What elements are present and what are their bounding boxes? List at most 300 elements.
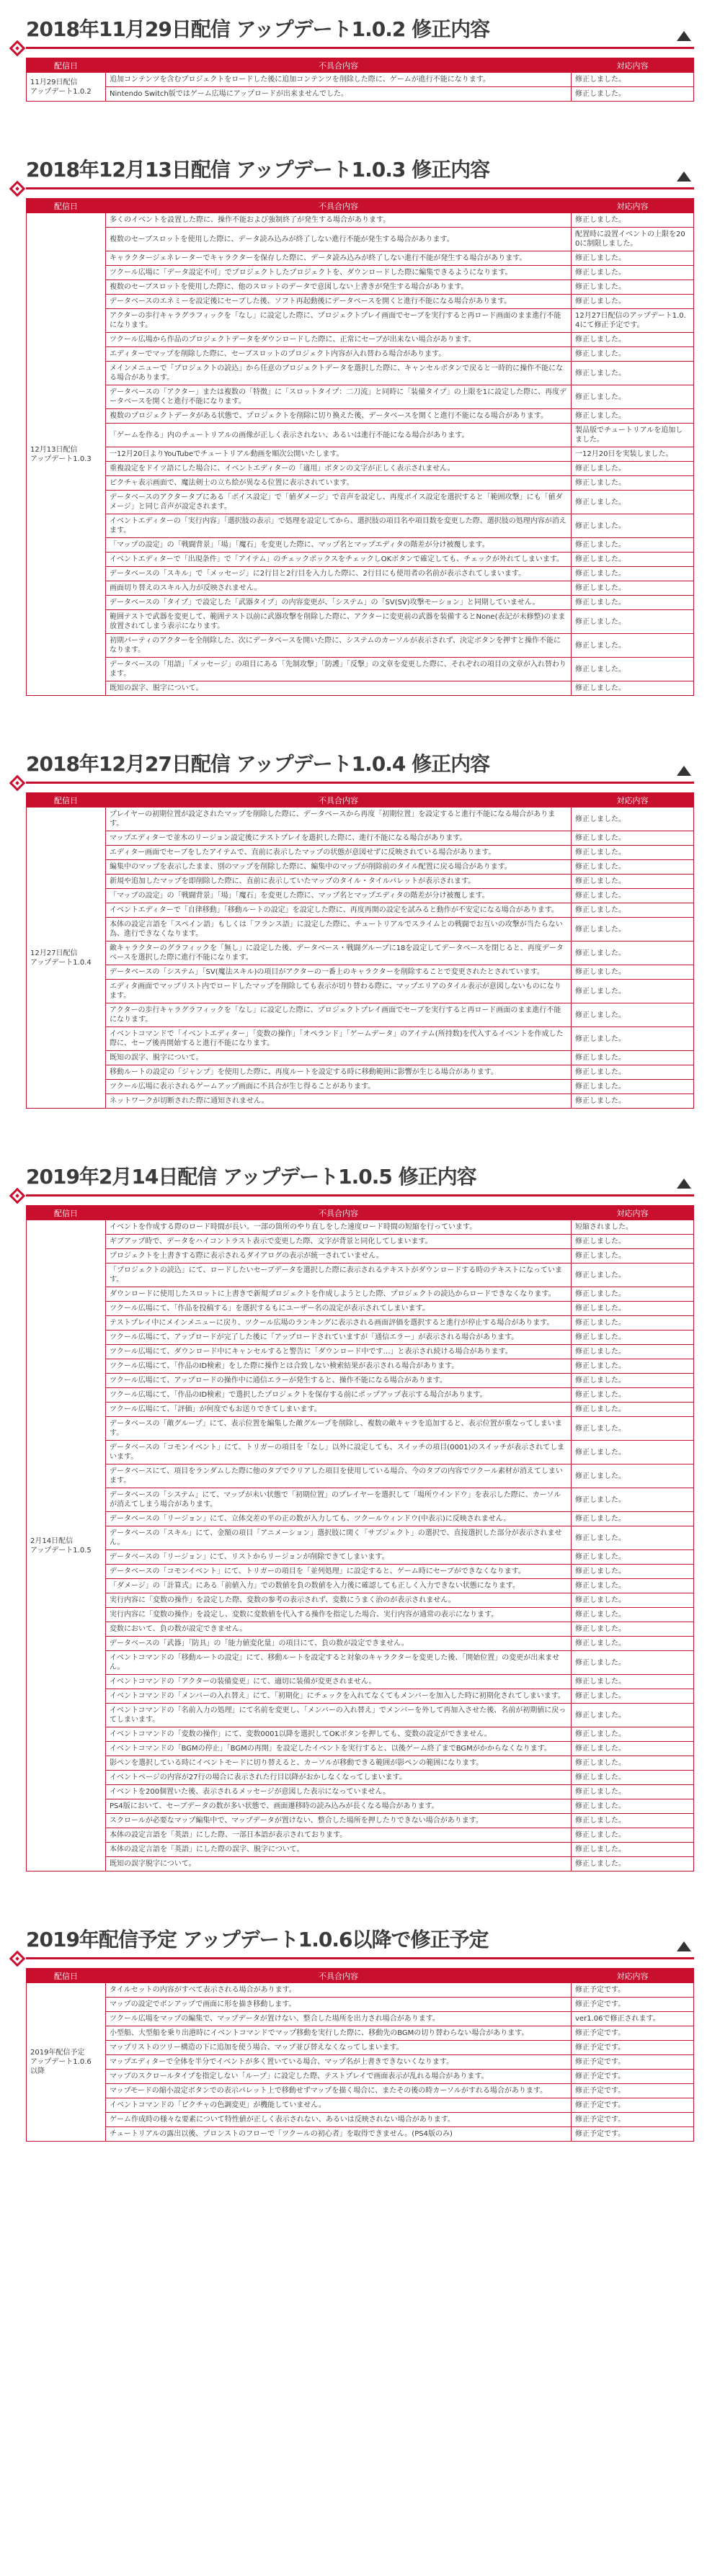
issue-cell: イベントページの内容が27行の場合に表示された行目以降がおかしなくなってしまいます。 [106, 1771, 572, 1785]
table-row [27, 1550, 694, 1565]
issue-cell: ツクール広場にて、アップロードが完了した後に「アップロードされていますが「通信エラー」が表示される場合があります。 [106, 1331, 572, 1345]
diamond-marker-icon [9, 1951, 26, 1967]
table-row [27, 1704, 694, 1727]
table-row [27, 1512, 694, 1526]
issue-cell: データベースの「システム」にて、マップが未い状態で「初期位置」のプレイヤーを選択して「場所ウインドウ」を表示した際に、カーソルが消えてしまう場合があります。 [106, 1488, 572, 1512]
issue-cell: ツクール広場に表示されるゲームアップ画面に不具合が生じ得ることがあります。 [106, 1080, 572, 1094]
response-cell: 修正しました。 [572, 1080, 694, 1094]
issue-cell: 多くのイベントを設置した際に、操作不能および強制終了が発生する場合があります。 [106, 213, 572, 228]
issue-cell: マップエディターで並木のリージョン設定後にテストプレイを選択した際に、進行不能になる場合があります。 [106, 831, 572, 846]
response-cell: 修正しました。 [572, 875, 694, 889]
issue-cell: データベースにて、項目をランダムした際に他のタブでクリアした項目を使用している場合、今のタブの内容でツクール素材が消えてしまいます。 [106, 1464, 572, 1488]
table-row [27, 1235, 694, 1249]
response-cell: 修正しました。 [572, 610, 694, 634]
response-cell: 修正しました。 [572, 1331, 694, 1345]
response-cell: 修正しました。 [572, 1441, 694, 1464]
issue-cell: ピクチャ表示画面で、魔法剣士の立ち絵が異なる位置に表示されています。 [106, 476, 572, 491]
table-row [27, 1651, 694, 1675]
collapse-toggle-icon[interactable] [677, 1179, 691, 1189]
table-row [27, 2084, 694, 2098]
response-cell: 修正しました。 [572, 980, 694, 1003]
fix-table [26, 58, 694, 102]
table-row [27, 228, 694, 251]
response-cell: 修正しました。 [572, 333, 694, 347]
table-row [27, 1094, 694, 1109]
issue-cell: データベースの「コモンイベント」にて、トリガーの項目を「なし」以外に設定しても、スイッチの項目(0001)のスイッチが表示されてしまいます。 [106, 1441, 572, 1464]
issue-cell: アクターの歩行キャラグラフィックを「なし」に設定した際に、プロジェクトプレイ画面でセーブを実行すると再ロード画面のまま進行不能になります。 [106, 309, 572, 333]
table-row [27, 1302, 694, 1316]
response-cell: 修正しました。 [572, 1417, 694, 1441]
table-row [27, 538, 694, 553]
table-row [27, 266, 694, 280]
table-row [27, 860, 694, 875]
issue-cell: ツクール広場に「データ設定不可」でプロジェクトしたプロジェクトを、ダウンロードした際に編集できるようになります。 [106, 266, 572, 280]
section-title: 2018年11月29日配信 アップデート1.0.2 修正内容 [26, 17, 490, 41]
issue-cell: 一12月20日よりYouTubeでチュートリアル動画を順次公開いたします。 [106, 447, 572, 462]
table-row [27, 2098, 694, 2113]
issue-cell: ギブアップ時で、データをハイコントラスト表示で変更した際、文字が背景と同化してしまいます。 [106, 1235, 572, 1249]
table-row [27, 1331, 694, 1345]
fix-table [26, 1968, 694, 2142]
table-row [27, 1464, 694, 1488]
table-row [27, 903, 694, 918]
section-header [26, 158, 694, 189]
table-row [27, 2055, 694, 2070]
table-row [27, 1579, 694, 1593]
table-row [27, 447, 694, 462]
response-cell: 修正しました。 [572, 295, 694, 309]
issue-cell: 変数において、負の数が設定できません。 [106, 1622, 572, 1637]
table-row [27, 1345, 694, 1359]
table-row [27, 2070, 694, 2084]
table-row [27, 1785, 694, 1799]
issue-cell: データベースのエネミーを設定後にセーブした後、ソフト再起動後にデータベースを開くと進行不能になる場合があります。 [106, 295, 572, 309]
response-cell: 修正しました。 [572, 1488, 694, 1512]
response-cell: 修正しました。 [572, 1051, 694, 1065]
table-row [27, 658, 694, 681]
response-cell: 修正しました。 [572, 1565, 694, 1579]
response-cell: 修正しました。 [572, 491, 694, 514]
table-row [27, 1593, 694, 1608]
response-cell: 修正しました。 [572, 846, 694, 860]
table-header-row [27, 1206, 694, 1220]
response-cell: 修正しました。 [572, 553, 694, 567]
issue-cell: PS4版において、セーブデータの数が多い状態で、画面遷移時の読み込みが長くなる場合があります。 [106, 1799, 572, 1814]
table-header-row [27, 793, 694, 808]
table-row [27, 309, 694, 333]
response-cell: 修正しました。 [572, 889, 694, 903]
response-cell: 修正しました。 [572, 831, 694, 846]
diamond-marker-icon [9, 1188, 26, 1204]
response-cell: 修正しました。 [572, 1637, 694, 1651]
collapse-toggle-icon[interactable] [677, 171, 691, 182]
release-date-cell: 11月29日配信 アップデート1.0.2 [27, 73, 106, 102]
issue-cell: エディタ画面でマップリスト内でロードしたマップを削除しても表示が切り替わる際に、マップエリアのタイル表示が意図しないものになります。 [106, 980, 572, 1003]
response-cell: 修正しました。 [572, 251, 694, 266]
table-row [27, 1287, 694, 1302]
response-cell: 修正しました。 [572, 1302, 694, 1316]
response-cell: 修正しました。 [572, 538, 694, 553]
response-cell: 修正しました。 [572, 942, 694, 965]
table-row [27, 889, 694, 903]
issue-cell: イベントエディターで「自律移動」「移動ルートの設定」を設定した際に、再度再開の設定を試みると動作が不安定になる場合があります。 [106, 903, 572, 918]
issue-cell: イベントエディターの「実行内容」「選択肢の表示」で処理を設定してから、選択肢の項目名や項目数を変更した際、選択肢の処理内容が消えます。 [106, 514, 572, 538]
issue-cell: アクターの歩行キャラグラフィックを「なし」に設定した際に、プロジェクトプレイ画面でセーブを実行すると再ロード画面のまま進行不能になります。 [106, 1003, 572, 1027]
table-row [27, 462, 694, 476]
table-row [27, 295, 694, 309]
table-header-row [27, 58, 694, 73]
issue-cell: 小型船、大型船を乗り出港時にイベントコマンドでマップ移動を実行した際に、移動先のBGMの切り替わらない場合があります。 [106, 2026, 572, 2041]
column-header-response: 対応内容 [572, 1969, 694, 1983]
update-section [26, 158, 694, 696]
table-row [27, 514, 694, 538]
release-date-cell: 2019年配信予定 アップデート1.0.6 以降 [27, 1983, 106, 2142]
response-cell: 修正しました。 [572, 1345, 694, 1359]
response-cell: 修正しました。 [572, 918, 694, 942]
issue-cell: 既知の誤字、脱字について。 [106, 1051, 572, 1065]
table-row [27, 409, 694, 424]
table-row [27, 1675, 694, 1689]
issue-cell: マップの設定でボンアップで画面に形を描き移動します。 [106, 1998, 572, 2012]
issue-cell: 初期パーティのアクターを全削除した、次にデータベースを開いた際に、システムのカーソルが表示されず、決定ボタンを押すと操作不能になります。 [106, 634, 572, 658]
response-cell: 修正しました。 [572, 1675, 694, 1689]
table-row [27, 1359, 694, 1374]
response-cell: 修正しました。 [572, 808, 694, 831]
table-row [27, 2012, 694, 2026]
issue-cell: 画面切り替えのスキル入力が反映されません。 [106, 581, 572, 596]
response-cell: 修正しました。 [572, 1526, 694, 1550]
response-cell: 修正しました。 [572, 362, 694, 385]
response-cell: 修正しました。 [572, 1651, 694, 1675]
issue-cell: 既知の誤字、脱字について。 [106, 681, 572, 696]
issue-cell: チュートリアルの露出以後、プロンストのフローで「ツクールの初心者」を取得できません。(PS4版のみ) [106, 2127, 572, 2142]
table-row [27, 1526, 694, 1550]
response-cell: 修正しました。 [572, 1403, 694, 1417]
issue-cell: 重複設定をドイツ語にした場合に、イベントエディターの「適用」ボタンの文字が正しく表示されません。 [106, 462, 572, 476]
response-cell: 修正しました。 [572, 1771, 694, 1785]
issue-cell: データベースの「武器」「防具」の「能力値変化量」の項目にて、負の数が設定できません。 [106, 1637, 572, 1651]
section-header [26, 1928, 694, 1959]
response-cell: 修正しました。 [572, 476, 694, 491]
fix-table [26, 792, 694, 1109]
table-row [27, 1374, 694, 1388]
response-cell: 修正しました。 [572, 1235, 694, 1249]
table-row [27, 251, 694, 266]
table-header-row [27, 199, 694, 213]
response-cell: 修正予定です。 [572, 2098, 694, 2113]
table-row [27, 385, 694, 409]
collapse-toggle-icon[interactable] [677, 766, 691, 776]
issue-cell: データベースの「リージョン」にて、立体交差の平の正の数が入力しても、ツクールウィンドウ(中表示)に反映されません。 [106, 1512, 572, 1526]
response-cell: 修正しました。 [572, 1843, 694, 1857]
table-row [27, 1983, 694, 1998]
column-header-date: 配信日 [27, 58, 106, 73]
table-row [27, 1488, 694, 1512]
issue-cell: データベースの「敵グループ」にて、表示位置を編集した敵グループを削除し、複数の敵キャラを追加すると、表示位置が重なってしまいます。 [106, 1417, 572, 1441]
table-row [27, 1565, 694, 1579]
column-header-response: 対応内容 [572, 1206, 694, 1220]
response-cell: 修正しました。 [572, 567, 694, 581]
table-row [27, 1771, 694, 1785]
issue-cell: イベントコマンドの「移動ルートの設定」にて、移動ルートを設定すると対象のキャラクターを変更した後、「開始位置」の変更が出来ません。 [106, 1651, 572, 1675]
table-row [27, 491, 694, 514]
response-cell: 修正しました。 [572, 462, 694, 476]
issue-cell: データベースの「スキル」にて、金額の項目「アニメーション」選択肢に関く「サブジェクト」の選択で、直接選択した部分が表示されません。 [106, 1526, 572, 1550]
table-row [27, 1441, 694, 1464]
table-row [27, 1828, 694, 1843]
table-row [27, 2026, 694, 2041]
table-row [27, 1388, 694, 1403]
response-cell: 修正しました。 [572, 1464, 694, 1488]
table-row [27, 596, 694, 610]
table-row [27, 2113, 694, 2127]
collapse-toggle-icon[interactable] [677, 31, 691, 41]
response-cell: 修正しました。 [572, 514, 694, 538]
response-cell: 修正しました。 [572, 860, 694, 875]
table-row [27, 1417, 694, 1441]
issue-cell: イベントコマンドの「BGMの停止」「BGMの再開」を設定したイベントを実行すると、以後ゲーム終了までBGMがかからなくなります。 [106, 1742, 572, 1756]
table-header-row [27, 1969, 694, 1983]
issue-cell: 実行内容に「変数の操作」を設定し、変数に変数値を代入する操作を指定した場合、実行内容が通常の表示になります。 [106, 1608, 572, 1622]
issue-cell: データベースのアクタータブにある「ボイス設定」で「値ダメージ」で音声を設定し、再度ボイス設定を選択すると「範囲攻撃」にも「値ダメージ」と同じ音声が設定されます。 [106, 491, 572, 514]
response-cell: 製品版でチュートリアルを追加しました。 [572, 424, 694, 447]
table-row [27, 476, 694, 491]
collapse-toggle-icon[interactable] [677, 1941, 691, 1951]
section-header [26, 1165, 694, 1197]
issue-cell: ツクール広場から作品のプロジェクトデータをダウンロードした際に、正常にセーブが出来ない場合があります。 [106, 333, 572, 347]
response-cell: 修正しました。 [572, 1359, 694, 1374]
response-cell: 修正しました。 [572, 1608, 694, 1622]
response-cell: 修正しました。 [572, 596, 694, 610]
response-cell: 修正しました。 [572, 1785, 694, 1799]
response-cell: 修正しました。 [572, 1512, 694, 1526]
issue-cell: 範囲テストで武器を変更して、範囲テスト以前に武器攻撃を削除した際に、アクターに変更前の武器を装備するとNone(表記が未修整)のまま放置されてしまう表示になります。 [106, 610, 572, 634]
issue-cell: 本体の設定言語を「英語」にした際の誤字、脱字について。 [106, 1843, 572, 1857]
table-row [27, 634, 694, 658]
response-cell: 修正しました。 [572, 87, 694, 102]
response-cell: 修正しました。 [572, 1027, 694, 1051]
table-row [27, 333, 694, 347]
table-row [27, 980, 694, 1003]
response-cell: 修正しました。 [572, 581, 694, 596]
fix-table [26, 1205, 694, 1871]
issue-cell: 複数のセーブスロットを使用した際に、データ読み込みが終了しない進行不能が発生する場合があります。 [106, 228, 572, 251]
response-cell: 修正予定です。 [572, 2026, 694, 2041]
table-row [27, 942, 694, 965]
response-cell: 修正しました。 [572, 1094, 694, 1109]
issue-cell: イベントコマンドの「メンバーの入れ替え」にて、「初期化」にチェックを入れてなくてもメンバーを加入した時に初期化されてしまいます。 [106, 1689, 572, 1704]
issue-cell: マップのスクロールタイプを指定しない「ループ」に設定した際、テストプレイで画面表示が乱れる場合があります。 [106, 2070, 572, 2084]
issue-cell: 編集中のマップを表示したまま、別のマップを削除した際に、編集中のマップが削除前のタイル配置に戻る場合があります。 [106, 860, 572, 875]
table-row [27, 1220, 694, 1235]
issue-cell: ツクール広場にて、「作品のID検索」をした際に操作とは合致しない検索結果が表示される場合があります。 [106, 1359, 572, 1374]
table-row [27, 1843, 694, 1857]
table-row [27, 1637, 694, 1651]
column-header-date: 配信日 [27, 1969, 106, 1983]
response-cell: 修正しました。 [572, 658, 694, 681]
issue-cell: データベースの「アクター」または複数の「特徴」に「スロットタイプ：二刀流」と同時に「装備タイプ」の上限を1に設定した際に、再度データベースを開くと進行不能になります。 [106, 385, 572, 409]
response-cell: 修正しました。 [572, 280, 694, 295]
response-cell: 配置時に設置イベントの上限を200に制限しました。 [572, 228, 694, 251]
response-cell: 修正予定です。 [572, 1998, 694, 2012]
issue-cell: イベントコマンドの「変数の操作」にて、変数0001以降を選択してOKボタンを押しても、変数の設定ができません。 [106, 1727, 572, 1742]
response-cell: 修正しました。 [572, 1704, 694, 1727]
column-header-response: 対応内容 [572, 199, 694, 213]
response-cell: 修正しました。 [572, 1756, 694, 1771]
section-header [26, 752, 694, 784]
issue-cell: テストプレイ中にメインメニューに戻り、ツクール広場のランキングに表示される画面評価を選択すると進行が停止する場合があります。 [106, 1316, 572, 1331]
section-title: 2019年配信予定 アップデート1.0.6以降で修正予定 [26, 1928, 489, 1951]
column-header-issue: 不具合内容 [106, 199, 572, 213]
response-cell: 修正しました。 [572, 213, 694, 228]
issue-cell: データベースの「用語」「メッセージ」の項目にある「先制攻撃」「防護」「反撃」の文章を変更した際に、それぞれの項目の文章が入れ替わります。 [106, 658, 572, 681]
table-row [27, 1756, 694, 1771]
issue-cell: 「ゲームを作る」内のチュートリアルの画像が正しく表示されない、あるいは進行不能になる場合があります。 [106, 424, 572, 447]
issue-cell: キャラクタージェネレーターでキャラクターを保存した際に、データ読み込みが終了しない進行不能が発生する場合があります。 [106, 251, 572, 266]
issue-cell: プレイヤーの初期位置が設定されたマップを削除した際に、データベースから再度「初期位置」を設定すると進行不能になる場合があります。 [106, 808, 572, 831]
table-row [27, 213, 694, 228]
response-cell: ver1.06で修正されます。 [572, 2012, 694, 2026]
issue-cell: 実行内容に「変数の操作」を設定した際、変数の参考の表示されず、変数にうまく治のが表示されません。 [106, 1593, 572, 1608]
issue-cell: イベントコマンドの「名前入力の処理」にて名前を変更し、「メンバーの入れ替え」でメンバーを外して再加入させた後、名前が初期値に戻ってしまいます。 [106, 1704, 572, 1727]
fix-table [26, 198, 694, 696]
response-cell: 修正しました。 [572, 634, 694, 658]
release-date-cell: 12月13日配信 アップデート1.0.3 [27, 213, 106, 696]
issue-cell: 影ペンを選択している時にイベントモードに切り替えると、カーソルが移動できる範囲が影ペンの範囲になります。 [106, 1756, 572, 1771]
issue-cell: イベントエディターで「出現条件」で「アイテム」のチェックボックスをチェックしOKボタンで確定しても、チェックが外れてしまいます。 [106, 553, 572, 567]
table-row [27, 87, 694, 102]
issue-cell: ツクール広場にて、「作品のID検索」で選択したプロジェクトを保存する前にポップアップ表示する場合があります。 [106, 1388, 572, 1403]
column-header-issue: 不具合内容 [106, 1206, 572, 1220]
table-row [27, 1998, 694, 2012]
issue-cell: ツクール広場をマップの編集で、マップデータが置けない、整合した場所を出力され場合があります。 [106, 2012, 572, 2026]
response-cell: 修正しました。 [572, 1857, 694, 1871]
response-cell: 修正予定です。 [572, 2055, 694, 2070]
column-header-issue: 不具合内容 [106, 58, 572, 73]
response-cell: 修正しました。 [572, 1799, 694, 1814]
issue-cell: Nintendo Switch版ではゲーム広場にアップロードが出来ませんでした。 [106, 87, 572, 102]
issue-cell: 複数のセーブスロットを使用した際に、他のスロットのデータで意図しない上書きが発生する場合があります。 [106, 280, 572, 295]
table-row [27, 1857, 694, 1871]
response-cell: 修正予定です。 [572, 2041, 694, 2055]
table-row [27, 581, 694, 596]
issue-cell: データベースの「コモンイベント」にて、トリガーの項目を「並列処理」に設定すると、ゲーム時にセーブができなくなります。 [106, 1565, 572, 1579]
release-date-cell: 12月27日配信 アップデート1.0.4 [27, 808, 106, 1109]
issue-cell: 追加コンテンツを含むプロジェクトをロードした後に追加コンテンツを削除した際に、ゲームが進行不能になります。 [106, 73, 572, 87]
table-row [27, 2041, 694, 2055]
issue-cell: マップモードの縮小設定ボタンでの表示パレット上で移動せずマップを描く場合に、またその後の時カーソルがすれる場合があります。 [106, 2084, 572, 2098]
response-cell: 修正しました。 [572, 1622, 694, 1637]
issue-cell: ツクール広場にて、「評価」が何度でもお送りできてしまいます。 [106, 1403, 572, 1417]
issue-cell: マップリストのツリー構造の下に追加を使う場合、マップ並び替えなくなってしまいます。 [106, 2041, 572, 2055]
issue-cell: イベントコマンドの「ピクチャの色調変更」が機能していません。 [106, 2098, 572, 2113]
response-cell: 修正しました。 [572, 1388, 694, 1403]
column-header-response: 対応内容 [572, 793, 694, 808]
table-row [27, 808, 694, 831]
issue-cell: 移動ルートの設定の「ジャンプ」を使用した際に、再度ルートを設定する時に移動範囲に影響が生じる場合があります。 [106, 1065, 572, 1080]
issue-cell: スクロールが必要なマップ編集中で、マップデータが置けない、整合した場所を押したりできない場合があります。 [106, 1814, 572, 1828]
issue-cell: ツクール広場にて、ダウンロード中にキャンセルすると警告に「ダウンロード中です…」と表示され続ける場合があります。 [106, 1345, 572, 1359]
issue-cell: 「プロジェクトの読込」にて、ロードしたいセーブデータを選択した際に表示されるテキストがダウンロードする時のテキストになっています。 [106, 1264, 572, 1287]
issue-cell: エディターでマップを削除した際に、セーブスロットのプロジェクト内容が入れ替わる場合があります。 [106, 347, 572, 362]
response-cell: 修正しました。 [572, 1727, 694, 1742]
table-row [27, 1249, 694, 1264]
response-cell: 修正しました。 [572, 1264, 694, 1287]
table-row [27, 553, 694, 567]
response-cell: 修正しました。 [572, 266, 694, 280]
table-row [27, 831, 694, 846]
issue-cell: 本体の設定言語を「スペイン語」もしくは「フランス語」に設定した際に、チュートリアルでスライムとの戦闘でお互いの攻撃が当たらない為、進行できなくなります。 [106, 918, 572, 942]
response-cell: 修正予定です。 [572, 2127, 694, 2142]
response-cell: 短縮されました。 [572, 1220, 694, 1235]
response-cell: 修正しました。 [572, 1374, 694, 1388]
issue-cell: プロジェクトを上書きする際に表示されるダイアログの表示が統一されていません。 [106, 1249, 572, 1264]
response-cell: 修正予定です。 [572, 2070, 694, 2084]
response-cell: 修正しました。 [572, 965, 694, 980]
update-section [26, 1165, 694, 1871]
issue-cell: データベースの「スキル」で「メッセージ」に2行目と2行目を入力した際に、2行目にも使用者の名前が表示されてしまいます。 [106, 567, 572, 581]
table-row [27, 610, 694, 634]
issue-cell: ゲーム作成時の様々な要素について特性値が正しく表示されない、あるいは反映されない場合があります。 [106, 2113, 572, 2127]
issue-cell: ダウンロードに使用したスロットに上書きで新規プロジェクトを作成しようとした際、プロジェクトの読込からロードできなくなります。 [106, 1287, 572, 1302]
update-section [26, 17, 694, 102]
response-cell: 12月27日配信のアップデート1.0.4にて修正予定です。 [572, 309, 694, 333]
issue-cell: ツクール広場にて、アップロードの操作中に通信エラーが発生すると、操作不能になる場合があります。 [106, 1374, 572, 1388]
issue-cell: マップエディターで全体を半分でイベントが多く置いている場合、マップ名が上書きできないくなります。 [106, 2055, 572, 2070]
section-title: 2018年12月27日配信 アップデート1.0.4 修正内容 [26, 752, 490, 776]
table-row [27, 424, 694, 447]
response-cell: 修正しました。 [572, 409, 694, 424]
table-row [27, 1814, 694, 1828]
table-row [27, 280, 694, 295]
section-title: 2019年2月14日配信 アップデート1.0.5 修正内容 [26, 1165, 476, 1189]
response-cell: 修正しました。 [572, 1003, 694, 1027]
update-section [26, 752, 694, 1109]
table-row [27, 1051, 694, 1065]
response-cell: 修正しました。 [572, 903, 694, 918]
response-cell: 修正しました。 [572, 1742, 694, 1756]
response-cell: 修正しました。 [572, 347, 694, 362]
table-row [27, 1264, 694, 1287]
issue-cell: 敵キャラクターのグラフィックを「無し」に設定した後、データベース・戦闘グループに18を設定してデータベースを閉じると、再度データベースを選択した際に進行不能になります。 [106, 942, 572, 965]
issue-cell: タイルセットの内容がすべて表示される場合があります。 [106, 1983, 572, 1998]
table-row [27, 1003, 694, 1027]
table-row [27, 918, 694, 942]
release-date-cell: 2月14日配信 アップデート1.0.5 [27, 1220, 106, 1871]
response-cell: 修正しました。 [572, 1689, 694, 1704]
issue-cell: イベントを200個置いた後、表示されるメッセージが意図した表示になっていません。 [106, 1785, 572, 1799]
section-header [26, 17, 694, 49]
table-row [27, 347, 694, 362]
table-row [27, 1689, 694, 1704]
response-cell: 修正しました。 [572, 1550, 694, 1565]
response-cell: 修正しました。 [572, 681, 694, 696]
diamond-marker-icon [9, 181, 26, 197]
issue-cell: エディター画面でセーブをしたアイテムで、直前に表示したマップの状態が意図せずに反映されている場合があります。 [106, 846, 572, 860]
issue-cell: イベントコマンドの「アクターの装備変更」にて、適切に装備が変更されません。 [106, 1675, 572, 1689]
response-cell: 修正しました。 [572, 1316, 694, 1331]
table-row [27, 965, 694, 980]
table-row [27, 1316, 694, 1331]
table-row [27, 567, 694, 581]
response-cell: 修正予定です。 [572, 2084, 694, 2098]
issue-cell: イベントコマンドで「イベントエディター」「変数の操作」「オペランド」「ゲームデータ」のアイテム(所持数)を代入するイベントを作成した際に、セーブ後再開始すると進行不能になります。 [106, 1027, 572, 1051]
response-cell: 修正しました。 [572, 1579, 694, 1593]
issue-cell: データベースの「タイプ」で設定した「武器タイプ」の内容変更が、「システム」の「SV(SV)攻撃モーション」と同期していません。 [106, 596, 572, 610]
issue-cell: ネットワークが切断された際に通知されません。 [106, 1094, 572, 1109]
table-row [27, 1799, 694, 1814]
response-cell: 修正しました。 [572, 1593, 694, 1608]
